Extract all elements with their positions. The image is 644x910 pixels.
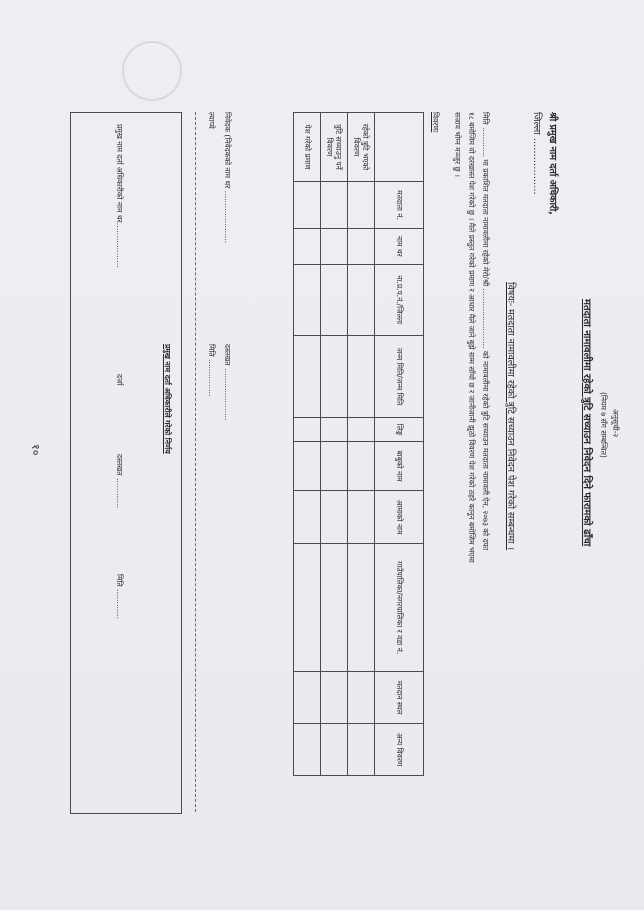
- table-cell[interactable]: [348, 672, 375, 724]
- officer-post: दर्जा: [115, 374, 124, 386]
- table-cell[interactable]: [294, 264, 321, 335]
- subject-line: विषयः- मतदाता नामावलीमा रहेको त्रुटि सच्याउन निवेदन पेश गरेको सम्बन्धमा ।: [505, 282, 516, 551]
- table-cell[interactable]: [294, 544, 321, 672]
- details-label: विवरणः: [431, 112, 440, 133]
- table-cell[interactable]: [321, 229, 348, 265]
- table-row: [348, 113, 375, 776]
- divider: [195, 112, 196, 812]
- table-cell[interactable]: [348, 264, 375, 335]
- table-header-cell: मतदाता नं.: [375, 182, 424, 229]
- rule-reference: (नियम ७ सँग सम्बन्धित): [599, 392, 608, 458]
- table-cell[interactable]: [321, 264, 348, 335]
- table-cell[interactable]: [321, 442, 348, 491]
- table-cell[interactable]: [348, 724, 375, 776]
- form-title: मतदाता नामावलीमा रहेको त्रुटि सच्याउन निवेदन दिने फारामको ढाँचा: [581, 299, 592, 547]
- applicant-date-line: मिति ……………: [207, 344, 216, 397]
- details-table: [293, 112, 424, 776]
- table-header-cell: गाउँपालिका/नगरपालिका र वडा नं.: [375, 544, 424, 672]
- officer-date-line: मिति …………: [115, 574, 124, 620]
- table-cell[interactable]: [294, 442, 321, 491]
- table-cell[interactable]: [294, 490, 321, 543]
- table-cell[interactable]: [294, 335, 321, 417]
- office-decision-box: [70, 112, 182, 814]
- officer-name-line: प्रमुख नाम दर्ता अधिकारीको नाम थर………………: [115, 124, 124, 268]
- paragraph-line-3: सजाय भोग्न मञ्जुर छु ।: [453, 112, 462, 177]
- office-stamp: [122, 41, 182, 101]
- table-header-cell: ना.प्र.प.नं./जिल्ला: [375, 264, 424, 335]
- table-cell[interactable]: [348, 544, 375, 672]
- table-cell[interactable]: [294, 229, 321, 265]
- table-header-cell: नाम थर: [375, 229, 424, 265]
- applicant-name-line: निवेदक (निवेदकको नाम थर …………………: [223, 112, 232, 244]
- row-label: रहेको त्रुटि भएको विवरण: [348, 113, 375, 182]
- table-row: [294, 113, 321, 776]
- table-cell[interactable]: [348, 442, 375, 491]
- table-cell[interactable]: [321, 544, 348, 672]
- table-header-cell: लिङ्ग: [375, 418, 424, 442]
- table-cell[interactable]: [348, 229, 375, 265]
- row-label: पेश गरेको प्रमाण: [294, 113, 321, 182]
- table-cell[interactable]: [321, 335, 348, 417]
- table-cell[interactable]: [348, 335, 375, 417]
- table-cell[interactable]: [348, 182, 375, 229]
- table-header-cell: आमाको नाम: [375, 490, 424, 543]
- table-header-cell: जन्म मिति/जन्म मिति: [375, 335, 424, 417]
- officer-sign-line: दस्तखत …………: [115, 454, 124, 508]
- table-cell[interactable]: [348, 490, 375, 543]
- table-cell[interactable]: [294, 418, 321, 442]
- table-header-row: [375, 113, 424, 776]
- paragraph-line-1: मिति ………… मा प्रकाशित मतदाता नामावलीमा रहेको मेरो/श्री …………………… को नामावलीमा रहेको त्रुटि सच्याउन मतदाता नामावली ऐन, २०७३ को दफा: [481, 112, 490, 551]
- table-cell[interactable]: [321, 672, 348, 724]
- table-cell[interactable]: [294, 672, 321, 724]
- table-cell[interactable]: [321, 418, 348, 442]
- applicant-sign-line: दस्तखत …………………: [223, 344, 232, 421]
- table-cell[interactable]: [294, 182, 321, 229]
- paragraph-line-2: १८ बमोजिम यो दरखास्त पेश गरेको छु । मैले प्रस्तुत गरेको प्रमाण र आधार मैले जाने बुझे सम्म साँचो छ र जानीजानी झुठो विवरण पेश गरेको ठहरे कानून बमोजिम भएमा: [467, 112, 476, 563]
- table-cell[interactable]: [321, 724, 348, 776]
- rotated-document: [10, 14, 634, 894]
- district-line: जिल्ला ………………: [531, 112, 542, 195]
- table-header-cell: [375, 113, 424, 182]
- table-row: [321, 113, 348, 776]
- office-decision-title: प्रमुख नाम दर्ता अधिकारीले गरेको निर्णय: [163, 344, 172, 454]
- table-cell[interactable]: [294, 724, 321, 776]
- table-cell[interactable]: [348, 418, 375, 442]
- table-header-cell: मतदान स्थल: [375, 672, 424, 724]
- annex-label: अनुसूची-२: [611, 409, 620, 438]
- addressee: श्री प्रमुख नाम दर्ता अधिकारी,: [547, 112, 558, 215]
- applicant-thumb: ल्याप्चे: [207, 112, 216, 129]
- row-label: त्रुटि सच्याउनु पर्ने विवरण: [321, 113, 348, 182]
- table-cell[interactable]: [321, 490, 348, 543]
- table-header-cell: बाबुको नाम: [375, 442, 424, 491]
- table-header-cell: अन्य विवरण: [375, 724, 424, 776]
- page-number: १०: [29, 444, 42, 456]
- table-cell[interactable]: [321, 182, 348, 229]
